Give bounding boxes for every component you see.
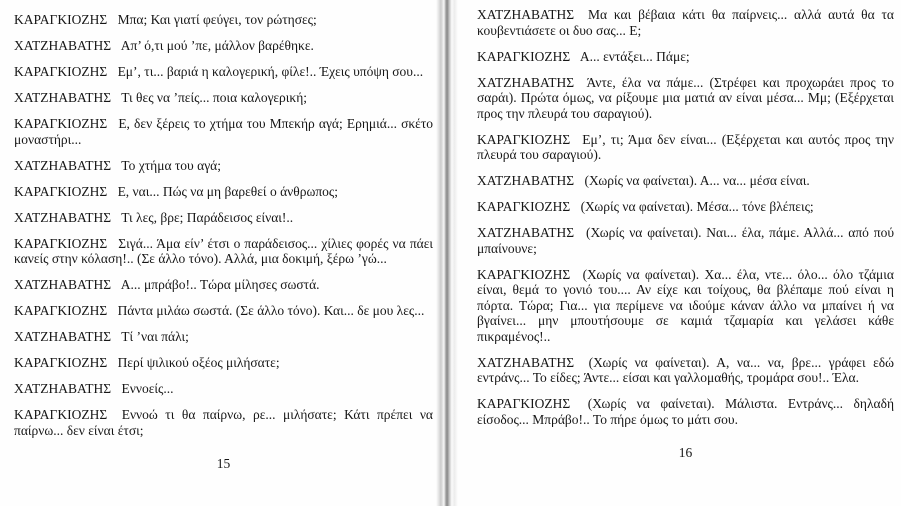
dialogue-line	[477, 199, 894, 215]
speaker-name: ΧΑΤΖΗΑΒΑΤΗΣ	[477, 173, 575, 188]
dialogue-line	[477, 132, 894, 163]
speaker-name: ΚΑΡΑΓΚΙΟΖΗΣ	[14, 303, 108, 318]
speech-text: Μα και βέβαια κάτι θα παίρνεις... αλλά αυτά θα τα κουβεντιάσετε οι δυο σας... Ε;	[477, 7, 894, 38]
speaker-name: ΧΑΤΖΗΑΒΑΤΗΣ	[477, 225, 575, 240]
speech-text: Ε, ναι... Πώς να μη βαρεθεί ο άνθρωπος;	[117, 183, 338, 199]
dialogue-line	[477, 75, 894, 122]
speech-text: (Χωρίς να φαίνεται). Μάλιστα. Εντράνς... δηλαδή είσοδος... Μπράβο!.. Το πήρε όμως το μάτι σου.	[477, 396, 894, 427]
speech-text: Σιγά... Άμα είν’ έτσι ο παράδεισος... χίλιες φορές να πάει κανείς στην κόλαση!.. (Σε άλλο τόνο). Αλλά, μια δοκιμή, ξέρω ’γώ...	[14, 235, 433, 266]
speech-text: Ε, δεν ξέρεις το χτήμα του Μπεκήρ αγά; Ερημιά... σκέτο μοναστήρι...	[14, 116, 433, 147]
speech-text: Πάντα μιλάω σωστά. (Σε άλλο τόνο). Και... δε μου λες...	[117, 303, 425, 318]
speaker-name: ΧΑΤΖΗΑΒΑΤΗΣ	[14, 277, 112, 292]
dialogue-line	[14, 38, 433, 54]
speaker-name: ΚΑΡΑΓΚΙΟΖΗΣ	[14, 64, 108, 79]
dialogue-line	[14, 184, 433, 200]
dialogue-line	[14, 210, 433, 226]
dialogue-line	[14, 116, 433, 147]
speech-text: Απ’ ό,τι μού ’πε, μάλλον βαρέθηκε.	[120, 38, 314, 53]
speaker-name: ΧΑΤΖΗΑΒΑΤΗΣ	[477, 7, 575, 22]
speaker-name: ΚΑΡΑΓΚΙΟΖΗΣ	[14, 183, 108, 199]
dialogue-list	[477, 7, 894, 427]
speaker-name: ΚΑΡΑΓΚΙΟΖΗΣ	[477, 48, 571, 64]
page-right	[477, 7, 894, 502]
speaker-name: ΧΑΤΖΗΑΒΑΤΗΣ	[477, 74, 575, 90]
speaker-name: ΧΑΤΖΗΑΒΑΤΗΣ	[14, 38, 112, 53]
dialogue-line	[477, 225, 894, 256]
speaker-name: ΧΑΤΖΗΑΒΑΤΗΣ	[14, 329, 112, 344]
speech-text: Εννοώ τι θα παίρνω, ρε... μιλήσατε; Κάτι πρέπει να παίρνω... δεν είναι έτσι;	[14, 407, 433, 438]
page-left	[14, 12, 433, 502]
speaker-name: ΧΑΤΖΗΑΒΑΤΗΣ	[14, 209, 112, 225]
book-spine-divider	[436, 0, 458, 506]
speaker-name: ΚΑΡΑΓΚΙΟΖΗΣ	[477, 266, 571, 282]
dialogue-list	[14, 12, 433, 438]
speaker-name: ΧΑΤΖΗΑΒΑΤΗΣ	[477, 354, 575, 370]
speaker-name: ΚΑΡΑΓΚΙΟΖΗΣ	[477, 131, 571, 147]
dialogue-line	[477, 396, 894, 427]
dialogue-line	[14, 12, 433, 28]
dialogue-line	[14, 277, 433, 293]
dialogue-line	[477, 355, 894, 386]
speaker-name: ΚΑΡΑΓΚΙΟΖΗΣ	[14, 235, 108, 251]
speech-text: Εννοείς...	[121, 381, 174, 396]
speech-text: (Χωρίς να φαίνεται). Ναι... έλα, πάμε. Αλλά... από πού μπαίνουνε;	[477, 225, 894, 256]
dialogue-line	[477, 7, 894, 38]
dialogue-line	[14, 329, 433, 345]
speaker-name: ΧΑΤΖΗΑΒΑΤΗΣ	[14, 157, 112, 173]
dialogue-line	[14, 90, 433, 106]
dialogue-line	[14, 236, 433, 267]
speaker-name: ΚΑΡΑΓΚΙΟΖΗΣ	[477, 396, 571, 411]
speech-text: Εμ’, τι... βαριά η καλογερική, φίλε!.. Έχεις υπόψη σου...	[117, 64, 424, 79]
dialogue-line	[14, 158, 433, 174]
dialogue-line	[477, 267, 894, 345]
speech-text: (Χωρίς να φαίνεται). Α... να... μέσα είναι.	[584, 173, 810, 188]
dialogue-line	[477, 173, 894, 189]
page-number: 16	[678, 445, 693, 460]
dialogue-line	[477, 49, 894, 65]
page-number: 15	[216, 456, 231, 471]
dialogue-line	[14, 355, 433, 371]
speaker-name: ΚΑΡΑΓΚΙΟΖΗΣ	[14, 407, 108, 422]
speaker-name: ΚΑΡΑΓΚΙΟΖΗΣ	[14, 12, 108, 27]
dialogue-line	[14, 381, 433, 397]
speech-text: Εμ’, τι; Άμα δεν είναι... (Εξέρχεται και αυτός προς την πλευρά του σαραγιού).	[477, 131, 894, 162]
speech-text: (Χωρίς να φαίνεται). Χα... έλα, ντε... όλο... όλο τζάμια είναι, θεμά το γονιό του.... Αν είχε και τοίχους, θα βλέπαμε πού είναι η πόρτα. Τώρα; Για... για περίμενε να ιδούμε κάναν άλλο να μπαίνει ή να βγαίνει... μην μπουτήσουμε σε καμιά τζαμαρία και γελάσει κάθε πικραμένος!..	[477, 266, 894, 344]
dialogue-line	[14, 407, 433, 438]
speech-text: Τί ’ναι πάλι;	[121, 329, 189, 344]
speech-text: (Χωρίς να φαίνεται). Α, να... να, βρε... γράφει εδώ εντράνς... Το είδες; Άντε... είσαι και γαλλομαθής, τρομάρα σου!.. Έλα.	[477, 354, 894, 385]
dialogue-line	[14, 64, 433, 80]
dialogue-line	[14, 303, 433, 319]
speech-text: Α... μπράβο!.. Τώρα μίλησες σωστά.	[120, 277, 320, 292]
speech-text: Άντε, έλα να πάμε... (Στρέφει και προχωράει προς το σαράι). Πρώτα όμως, να ρίξουμε μια ματιά αν είναι μέσα... Μμ; (Εξέρχεται προς την πλευρά του σαραγιού).	[477, 74, 894, 121]
speech-text: Α... εντάξει... Πάμε;	[579, 48, 690, 64]
speaker-name: ΧΑΤΖΗΑΒΑΤΗΣ	[14, 381, 112, 396]
speech-text: Το χτήμα του αγά;	[121, 157, 221, 173]
speech-text: Μπα; Και γιατί φεύγει, τον ρώτησες;	[117, 12, 317, 27]
speaker-name: ΚΑΡΑΓΚΙΟΖΗΣ	[477, 199, 571, 214]
speech-text: (Χωρίς να φαίνεται). Μέσα... τόνε βλέπεις;	[580, 199, 814, 214]
speaker-name: ΚΑΡΑΓΚΙΟΖΗΣ	[14, 355, 108, 370]
speaker-name: ΚΑΡΑΓΚΙΟΖΗΣ	[14, 116, 108, 131]
speaker-name: ΧΑΤΖΗΑΒΑΤΗΣ	[14, 90, 112, 105]
speech-text: Περί ψιλικού οξέος μιλήσατε;	[117, 355, 280, 370]
speech-text: Τι θες να ’πείς... ποια καλογερική;	[121, 90, 308, 105]
speech-text: Τι λες, βρε; Παράδεισος είναι!..	[121, 209, 294, 225]
